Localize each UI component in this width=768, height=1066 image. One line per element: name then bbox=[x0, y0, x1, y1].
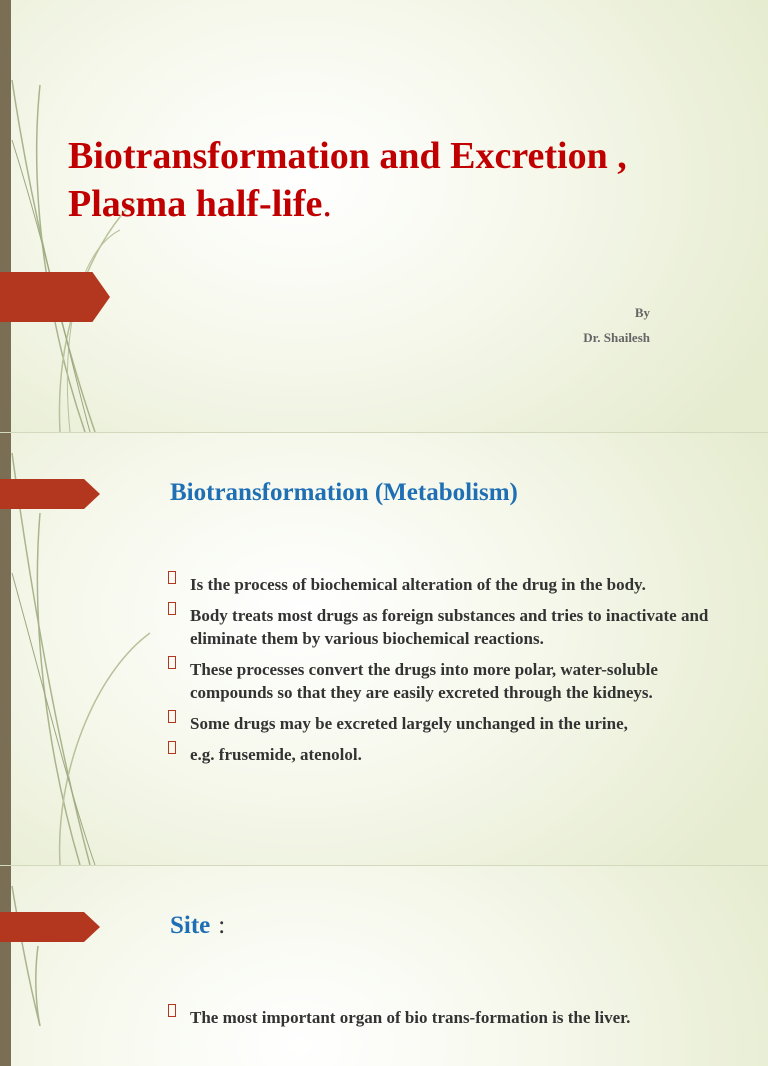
slide-site bbox=[0, 866, 768, 1066]
arrow-accent bbox=[0, 912, 100, 942]
by-label: By bbox=[634, 305, 650, 320]
title-line-2: Plasma half-life bbox=[68, 183, 323, 225]
section-heading: Biotransformation (Metabolism) bbox=[170, 479, 518, 506]
bullet-marker-icon bbox=[168, 741, 176, 754]
arrow-accent bbox=[0, 272, 110, 322]
list-item: Some drugs may be excreted largely unchanged in the urine, bbox=[168, 712, 728, 735]
bullet-marker-icon bbox=[168, 710, 176, 723]
title-period: . bbox=[322, 183, 332, 225]
list-item: These processes convert the drugs into more polar, water-soluble compounds so that they are easily excreted through the kidneys. bbox=[168, 658, 728, 704]
bullet-marker-icon bbox=[168, 656, 176, 669]
slide-biotransformation bbox=[0, 433, 768, 865]
slide-title bbox=[0, 0, 768, 432]
list-item: The most important organ of bio trans-formation is the liver. bbox=[168, 1006, 728, 1029]
section-heading: Site : bbox=[170, 912, 226, 939]
author-name: Dr. Shailesh bbox=[583, 330, 650, 345]
title-line-1: Biotransformation and Excretion , bbox=[68, 135, 627, 177]
bullet-marker-icon bbox=[168, 571, 176, 584]
bullet-marker-icon bbox=[168, 602, 176, 615]
bullet-marker-icon bbox=[168, 1004, 176, 1017]
decorative-swooshes bbox=[0, 866, 100, 1026]
arrow-accent bbox=[0, 479, 100, 509]
list-item: Body treats most drugs as foreign substances and tries to inactivate and eliminate them by various biochemical reactions. bbox=[168, 604, 728, 650]
bullet-list bbox=[168, 573, 728, 774]
presentation-title bbox=[68, 132, 728, 228]
list-item: e.g. frusemide, atenolol. bbox=[168, 743, 728, 766]
list-item: Is the process of biochemical alteration of the drug in the body. bbox=[168, 573, 728, 596]
bullet-list bbox=[168, 1006, 728, 1037]
